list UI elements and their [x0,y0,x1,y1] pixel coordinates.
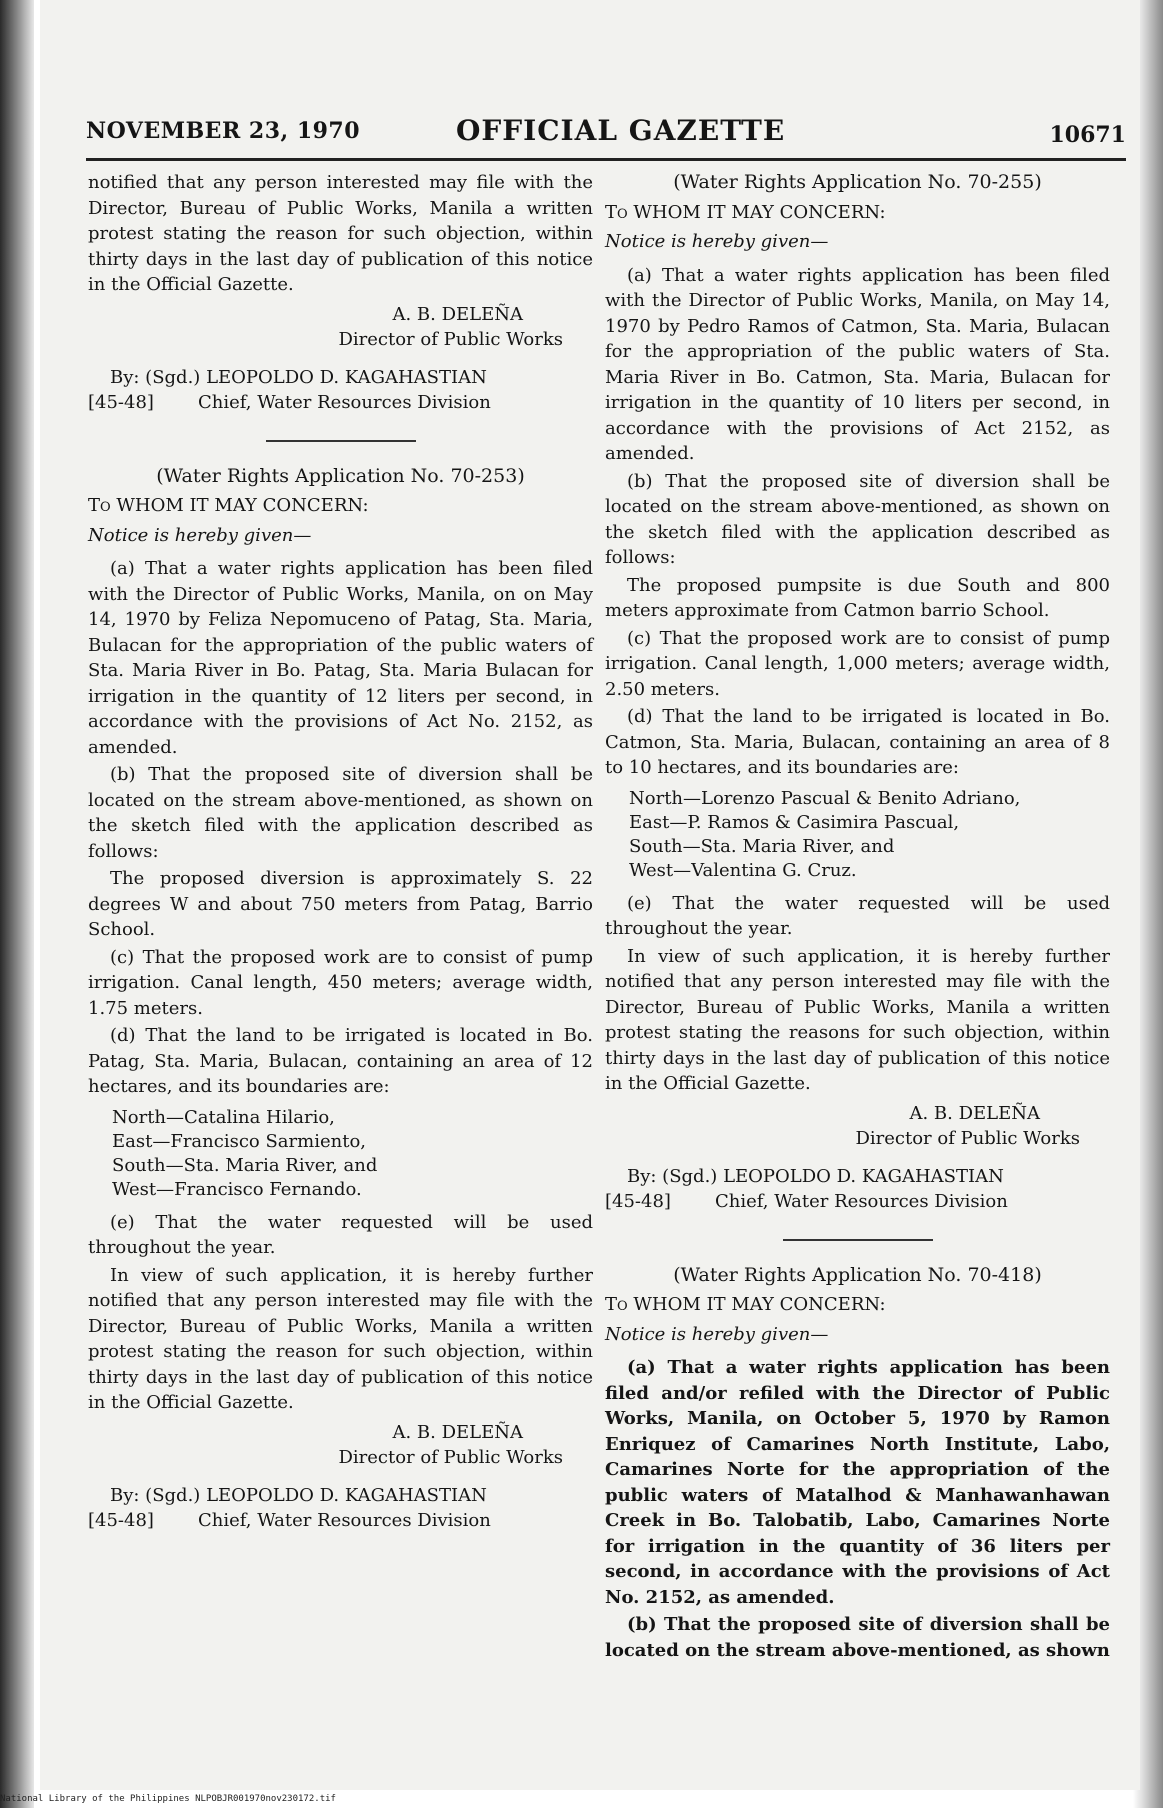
to-whom-it-may-concern: To WHOM IT MAY CONCERN: [605,201,886,223]
signed-by-label: By: (Sgd.) [110,366,201,388]
signed-by-title: Chief, Water Resources Division [715,1191,1008,1212]
paragraph-d: (d) That the land to be irrigated is located in Bo. Catmon, Sta. Maria, Bulacan, containing an area of 8 to 10 hectares, and its boundaries are: [605,706,1110,778]
boundary-item: South—Sta. Maria River, and [112,1154,378,1176]
header-date: NOVEMBER 23, 1970 [86,118,361,144]
notice-given: Notice is hereby given— [605,231,829,252]
signed-by-row [605,1189,1110,1215]
paragraph-view: In view of such application, it is hereby further notified that any person interested may file with the Director, Bureau of Public Works, Manila a written protest stating the reason for such objection, within thirty days in the last day of publication of this notice in the Official Gazette. [88,1264,593,1413]
signed-by-name: LEOPOLDO D. KAGAHASTIAN [206,1484,487,1506]
boundary-item: South—Sta. Maria River, and [629,835,895,857]
signed-by [88,1483,593,1509]
to-whom-it-may-concern: To WHOM IT MAY CONCERN: [88,495,369,516]
paragraph-e: (e) That the water requested will be used throughout the year. [88,1211,593,1258]
signed-by-name: LEOPOLDO D. KAGAHASTIAN [206,366,487,388]
boundary-item: West—Valentina G. Cruz. [629,859,857,881]
boundaries-list [88,1106,593,1202]
gazette-page [40,0,1140,1790]
signed-by-label: By: (Sgd.) [627,1165,718,1187]
boundary-item: North—Lorenzo Pascual & Benito Adriano, [629,787,1021,809]
notice-heading: (Water Rights Application No. 70-253) [156,464,525,487]
paragraph-a: (a) That a water rights application has been filed with the Director of Public Works, Manila, on on May 14, 1970 by Feliza Nepomuceno of Patag, Sta. Maria, Bulacan for the appropriation of the public waters of Sta. Maria River in Bo. Patag, Sta. Maria Bulacan for irrigation in the quantity of 12 liters per second, in accordance with the provisions of Act No. 2152, as amended. [88,558,593,758]
signed-by [88,365,593,391]
right-column [605,170,1110,1665]
boundaries-list [605,787,1110,883]
section-divider [783,1239,933,1241]
signatory-title: Director of Public Works [338,1447,563,1468]
paragraph-b: (b) That the proposed site of diversion shall be located on the stream above-mentioned, as shown [605,1614,1110,1661]
section-divider [266,440,416,442]
boundary-item: East—Francisco Sarmiento, [112,1130,367,1152]
signatory-name: A. B. DELEÑA [909,1102,1040,1124]
left-column [88,170,593,1534]
paragraph-d: (d) That the land to be irrigated is located in Bo. Patag, Sta. Maria, Bulacan, containing an area of 12 hectares, and its boundaries are: [88,1025,593,1097]
continuation-paragraph: notified that any person interested may file with the Director, Bureau of Public Works, Manila a written protest stating the reason for such objection, within thirty days in the last day of publication of this notice in the Official Gazette. [88,172,593,295]
signatory-name: A. B. DELEÑA [392,1421,523,1443]
signatory-title: Director of Public Works [855,1128,1080,1149]
notice-heading: (Water Rights Application No. 70-255) [673,171,1042,193]
signatory-name: A. B. DELEÑA [392,303,523,325]
paragraph-e: (e) That the water requested will be used throughout the year. [605,892,1110,939]
signatory-title: Director of Public Works [338,329,563,350]
boundary-item: East—P. Ramos & Casimira Pascual, [629,811,960,833]
header-page-number: 10671 [1049,122,1126,148]
signed-by [605,1164,1110,1190]
header-rule [86,158,1126,161]
header-title: OFFICIAL GAZETTE [456,114,786,147]
paragraph-a: (a) That a water rights application has been filed with the Director of Public Works, Manila, on May 14, 1970 by Pedro Ramos of Catmon, Sta. Maria, Bulacan for the appropriation of the public waters of Sta. Maria River in Bo. Catmon, Sta. Maria, Bulacan for irrigation in the quantity of 10 liters per second, in accordance with the provisions of Act 2152, as amended. [605,264,1110,464]
issue-code: [45-48] [88,392,154,413]
page-header [86,108,1126,156]
notice-heading: (Water Rights Application No. 70-418) [673,1263,1042,1286]
paragraph-b-detail: The proposed pumpsite is due South and 800 meters approximate from Catmon barrio School. [605,574,1110,621]
paragraph-c: (c) That the proposed work are to consist of pump irrigation. Canal length, 450 meters; average width, 1.75 meters. [88,946,593,1019]
to-whom-it-may-concern: To WHOM IT MAY CONCERN: [605,1294,886,1315]
signed-by-title: Chief, Water Resources Division [198,1510,491,1531]
signed-by-row [88,1508,593,1534]
notice-given: Notice is hereby given— [605,1323,829,1345]
paragraph-a: (a) That a water rights application has been filed and/or refiled with the Director of Public Works, Manila, on October 5, 1970 by Ramon Enriquez of Camarines North Institute, Labo, Camarines Norte for the appropriation of the public waters of Matalhod & Manhawanhawan Creek in Bo. Talobatib, Labo, Camarines Norte for irrigation in the quantity of 36 liters per second, in accordance with the provisions of Act No. 2152, as amended. [605,1357,1110,1608]
scan-edge-left [0,0,34,1808]
paragraph-b: (b) That the proposed site of diversion shall be located on the stream above-mentioned, as shown on the sketch filed with the application described as follows: [88,764,593,862]
signed-by-label: By: (Sgd.) [110,1484,201,1506]
notice-given: Notice is hereby given— [88,524,312,546]
paragraph-b-detail: The proposed diversion is approximately S. 22 degrees W and about 750 meters from Patag, Barrio School. [88,868,593,940]
paragraph-b: (b) That the proposed site of diversion shall be located on the stream above-mentioned, as shown on the sketch filed with the application described as follows: [605,470,1110,568]
boundary-item: North—Catalina Hilario, [112,1106,335,1128]
boundary-item: West—Francisco Fernando. [112,1178,362,1200]
paragraph-view: In view of such application, it is hereby further notified that any person interested may file with the Director, Bureau of Public Works, Manila a written protest stating the reasons for such objection, within thirty days in the last day of publication of this notice in the Official Gazette. [605,945,1110,1094]
signed-by-title: Chief, Water Resources Division [198,392,491,413]
issue-code: [45-48] [88,1510,154,1531]
signed-by-name: LEOPOLDO D. KAGAHASTIAN [723,1165,1004,1187]
issue-code: [45-48] [605,1191,671,1212]
signed-by-row [88,390,593,416]
scan-footer-caption: National Library of the Philippines NLPOBJR001970nov230172.tif [0,1794,336,1804]
paragraph-c: (c) That the proposed work are to consist of pump irrigation. Canal length, 1,000 meters; average width, 2.50 meters. [605,627,1110,700]
